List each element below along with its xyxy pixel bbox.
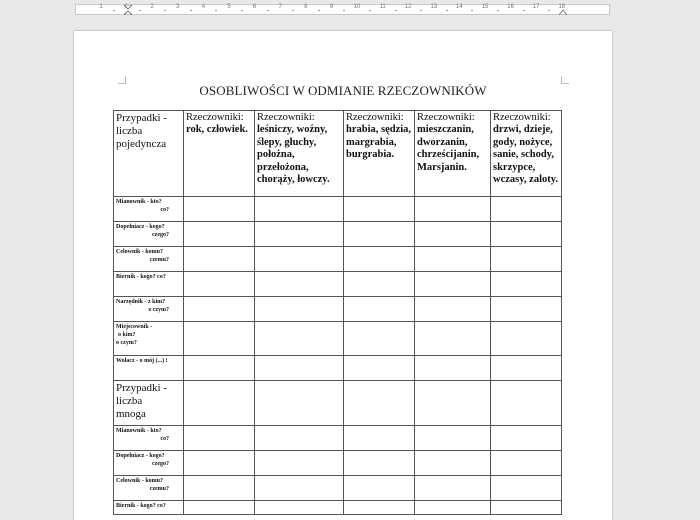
ruler-tick — [241, 10, 243, 11]
column-header-words: leśniczy, woźny, ślepy, głuchy, położna, przełożona, chorąży, łowczy. — [257, 124, 330, 185]
table-cell[interactable] — [344, 381, 415, 426]
column-header-words: mieszczanin, dworzanin, chrześcijanin, Marsjanin. — [417, 124, 480, 173]
table-cell[interactable] — [255, 501, 344, 515]
table-cell[interactable] — [344, 476, 415, 501]
document-page[interactable] — [74, 31, 612, 520]
ruler-number: 17 — [532, 4, 540, 10]
column-header-words: rok, człowiek. — [186, 124, 248, 135]
table-cell[interactable] — [415, 322, 491, 356]
ruler-tick — [446, 10, 448, 11]
table-cell[interactable] — [255, 476, 344, 501]
column-header-cell[interactable] — [255, 111, 344, 197]
case-question: Wołacz - o mój (...) ! — [116, 358, 168, 364]
ruler-number: 13 — [430, 4, 438, 10]
table-subheader-row — [114, 381, 562, 426]
table-cell[interactable] — [491, 322, 562, 356]
ruler-number: 9 — [329, 4, 334, 10]
case-label-cell[interactable] — [114, 297, 184, 322]
ruler-tick — [369, 10, 371, 11]
table-cell[interactable] — [255, 381, 344, 426]
column-header-cell[interactable] — [415, 111, 491, 197]
table-cell[interactable] — [184, 297, 255, 322]
table-cell[interactable] — [415, 356, 491, 381]
header-number-line: mnoga — [116, 408, 146, 420]
table-cell[interactable] — [344, 272, 415, 297]
ruler-tick — [164, 10, 166, 11]
table-cell[interactable] — [491, 426, 562, 451]
case-question: Miejscownik - — [116, 324, 153, 330]
table-cell[interactable] — [184, 501, 255, 515]
ruler-number: 11 — [379, 4, 386, 10]
table-cell[interactable] — [184, 222, 255, 247]
column-header-prefix: Rzeczowniki: — [186, 112, 244, 123]
case-question: Biernik - kogo? co? — [116, 503, 166, 509]
table-row — [114, 476, 562, 501]
ruler-tick — [548, 10, 550, 11]
table-cell[interactable] — [491, 501, 562, 515]
ruler-tick — [343, 10, 345, 11]
table-cell[interactable] — [344, 322, 415, 356]
case-question-cont: co? — [160, 207, 169, 213]
table-cell[interactable] — [184, 356, 255, 381]
ruler-tick — [497, 10, 499, 11]
table-header-row — [114, 111, 562, 197]
horizontal-ruler[interactable] — [75, 4, 610, 15]
table-row — [114, 272, 562, 297]
table-cell[interactable] — [184, 381, 255, 426]
case-label-cell[interactable] — [114, 426, 184, 451]
table-cell[interactable] — [415, 501, 491, 515]
table-cell[interactable] — [344, 197, 415, 222]
case-question: Mianownik - kto? — [116, 199, 162, 205]
table-row — [114, 501, 562, 515]
case-question-cont: czego? — [152, 232, 169, 238]
case-question-cont: czemu? — [149, 486, 169, 492]
table-cell[interactable] — [415, 197, 491, 222]
ruler-tick — [267, 10, 269, 11]
column-header-words: hrabia, sędzia, margrabia, burgrabia. — [346, 124, 412, 160]
case-question-cont: o kim? — [118, 332, 136, 338]
ruler-tick — [292, 10, 294, 11]
table-row — [114, 197, 562, 222]
case-question: Mianownik - kto? — [116, 428, 162, 434]
table-cell[interactable] — [344, 222, 415, 247]
case-question-cont: czemu? — [149, 257, 169, 263]
ruler-tick — [420, 10, 422, 11]
table-cell[interactable] — [184, 426, 255, 451]
table-cell[interactable] — [491, 247, 562, 272]
ruler-tick — [395, 10, 397, 11]
table-cell[interactable] — [415, 247, 491, 272]
case-label-cell[interactable] — [114, 222, 184, 247]
case-label-cell[interactable] — [114, 197, 184, 222]
ruler-number: 8 — [304, 4, 308, 10]
table-cell[interactable] — [415, 297, 491, 322]
case-label-cell[interactable] — [114, 501, 184, 515]
table-cell[interactable] — [255, 222, 344, 247]
ruler-tick — [139, 10, 141, 11]
column-header-cell[interactable] — [184, 111, 255, 197]
table-cell[interactable] — [344, 297, 415, 322]
declension-table — [113, 110, 562, 515]
table-cell[interactable] — [415, 426, 491, 451]
header-number-cell[interactable] — [114, 381, 184, 426]
table-cell[interactable] — [491, 476, 562, 501]
case-question: Dopełniacz - kogo? — [116, 224, 165, 230]
table-cell[interactable] — [491, 451, 562, 476]
case-label-cell[interactable] — [114, 451, 184, 476]
table-cell[interactable] — [415, 222, 491, 247]
case-question: Narzędnik - z kim? — [116, 299, 166, 305]
table-row — [114, 222, 562, 247]
ruler-number: 12 — [404, 4, 412, 10]
column-header-cell[interactable] — [344, 111, 415, 197]
case-question: Biernik - kogo? co? — [116, 274, 166, 280]
case-question-cont: czego? — [152, 461, 169, 467]
case-question: Celownik - komu? — [116, 249, 164, 255]
table-row — [114, 322, 562, 356]
ruler-number: 4 — [201, 4, 206, 10]
table-cell[interactable] — [344, 426, 415, 451]
table-row — [114, 426, 562, 451]
table-row — [114, 297, 562, 322]
case-question-cont: z czym? — [148, 307, 169, 313]
table-cell[interactable] — [491, 272, 562, 297]
table-row — [114, 451, 562, 476]
table-cell[interactable] — [344, 501, 415, 515]
case-label-cell[interactable] — [114, 272, 184, 297]
header-number-line: Przypadki - — [116, 382, 168, 394]
table-cell[interactable] — [184, 197, 255, 222]
column-header-prefix: Rzeczowniki: — [493, 112, 551, 123]
table-cell[interactable] — [415, 381, 491, 426]
ruler-tick — [471, 10, 473, 11]
ruler-number: 1 — [99, 4, 103, 10]
table-cell[interactable] — [184, 322, 255, 356]
case-label-cell[interactable] — [114, 247, 184, 272]
left-indent-handle-icon[interactable] — [124, 5, 132, 15]
table-cell[interactable] — [491, 356, 562, 381]
ruler-number: 7 — [278, 4, 282, 10]
case-label-cell[interactable] — [114, 322, 184, 356]
ruler-tick — [113, 10, 115, 11]
table-cell[interactable] — [344, 356, 415, 381]
case-label-cell[interactable] — [114, 476, 184, 501]
table-cell[interactable] — [255, 322, 344, 356]
table-row — [114, 247, 562, 272]
header-number-line: liczba — [116, 125, 143, 137]
table-cell[interactable] — [491, 381, 562, 426]
ruler-number: 15 — [481, 4, 489, 10]
ruler-tick — [215, 10, 217, 11]
case-label-cell[interactable] — [114, 356, 184, 381]
table-cell[interactable] — [255, 426, 344, 451]
ruler-number: 5 — [227, 4, 231, 10]
table-cell[interactable] — [255, 451, 344, 476]
table-cell[interactable] — [184, 476, 255, 501]
ruler-number: 16 — [507, 4, 514, 10]
table-cell[interactable] — [255, 272, 344, 297]
ruler-number: 14 — [456, 4, 463, 10]
ruler-number: 10 — [353, 4, 361, 10]
right-indent-handle-icon[interactable] — [559, 5, 567, 15]
header-number-line: pojedyncza — [116, 138, 167, 150]
case-question: Dopełniacz - kogo? — [116, 453, 165, 459]
table-cell[interactable] — [344, 247, 415, 272]
table-cell[interactable] — [491, 297, 562, 322]
table-cell[interactable] — [415, 476, 491, 501]
table-cell[interactable] — [255, 297, 344, 322]
header-number-line: Przypadki - — [116, 112, 168, 124]
ruler-tick — [523, 10, 525, 11]
table-cell[interactable] — [415, 451, 491, 476]
table-cell[interactable] — [415, 272, 491, 297]
column-header-cell[interactable] — [491, 111, 562, 197]
table-cell[interactable] — [255, 197, 344, 222]
header-number-cell[interactable] — [114, 111, 184, 197]
column-header-words: drzwi, dzieje, gody, nożyce, sanie, schody, skrzypce, wczasy, zaloty. — [493, 124, 559, 185]
case-question-cont: co? — [160, 436, 169, 442]
header-number-line: liczba — [116, 395, 143, 407]
table-row — [114, 356, 562, 381]
ruler-number: 6 — [252, 4, 257, 10]
table-cell[interactable] — [344, 451, 415, 476]
table-cell[interactable] — [255, 356, 344, 381]
document-title[interactable]: OSOBLIWOŚCI W ODMIANIE RZECZOWNIKÓW — [199, 83, 487, 98]
ruler-tick — [190, 10, 192, 11]
ruler-number: 18 — [558, 4, 566, 10]
column-header-prefix: Rzeczowniki: — [257, 112, 315, 123]
case-question: Celownik - komu? — [116, 478, 164, 484]
table-cell[interactable] — [184, 272, 255, 297]
case-question-cont: o czym? — [116, 340, 137, 346]
ruler-number: 2 — [150, 4, 154, 10]
table-cell[interactable] — [184, 451, 255, 476]
table-cell[interactable] — [491, 197, 562, 222]
column-header-prefix: Rzeczowniki: — [417, 112, 475, 123]
table-cell[interactable] — [255, 247, 344, 272]
ruler-number: 3 — [176, 4, 180, 10]
column-header-prefix: Rzeczowniki: — [346, 112, 404, 123]
table-cell[interactable] — [184, 247, 255, 272]
ruler-tick — [318, 10, 320, 11]
table-cell[interactable] — [491, 222, 562, 247]
